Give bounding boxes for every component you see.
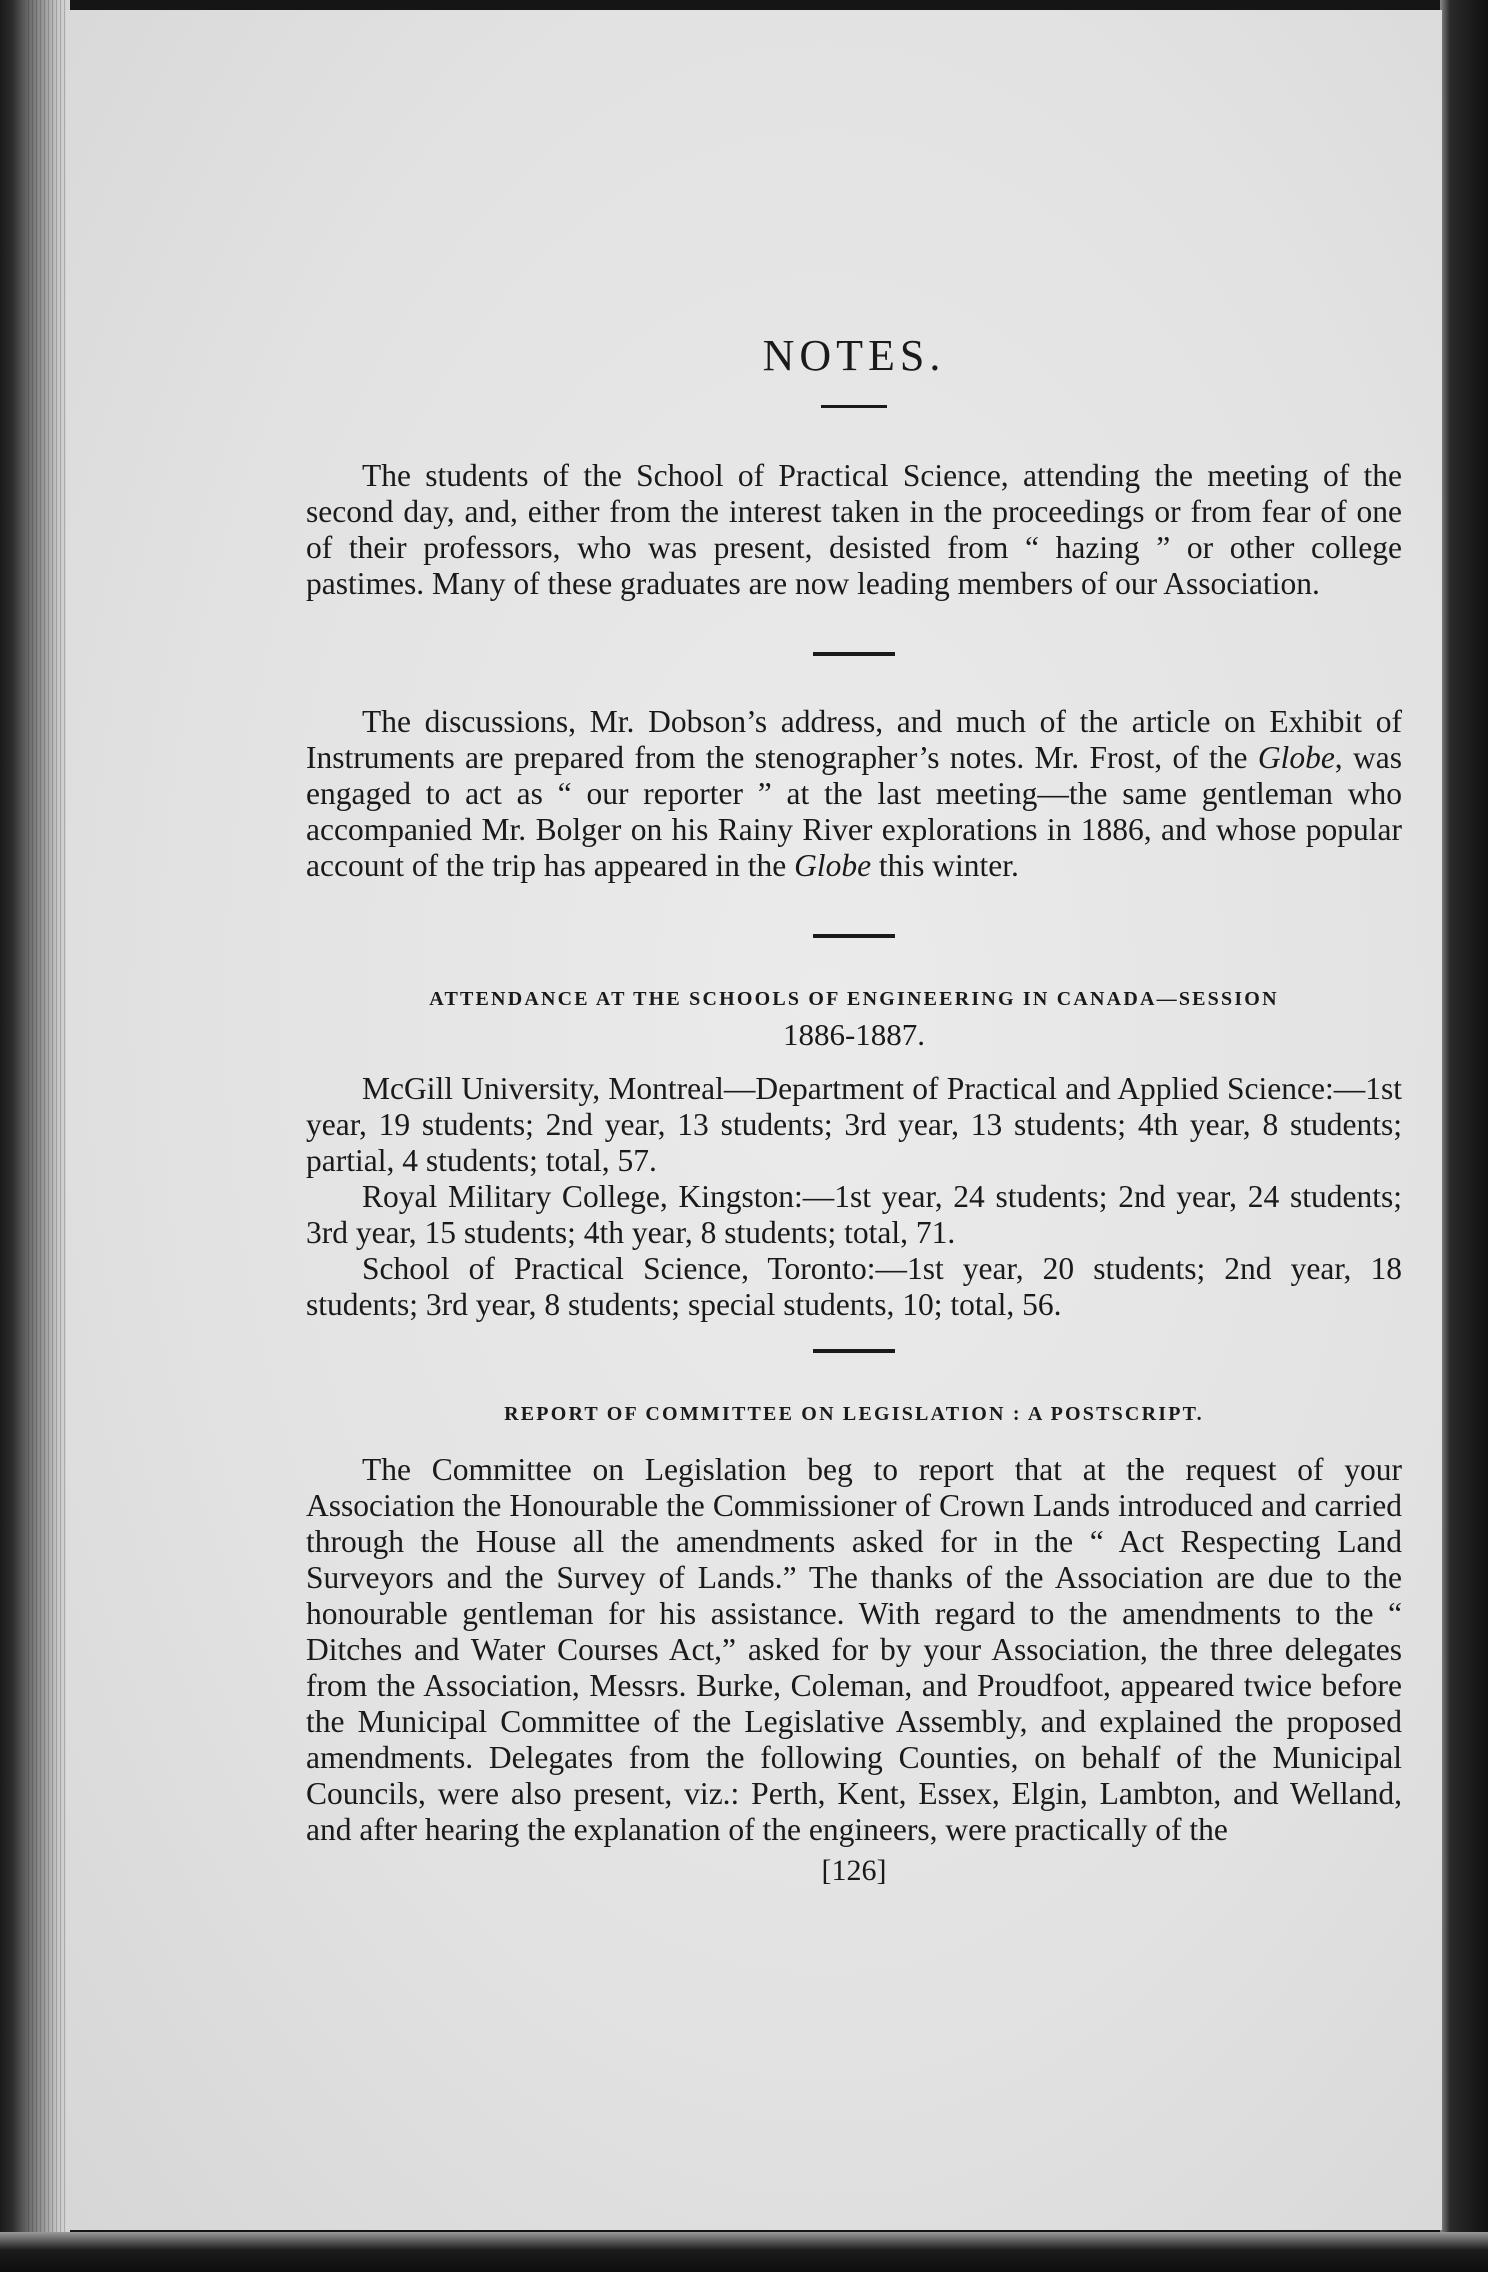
globe-title-1: Globe — [1257, 740, 1335, 775]
page-title: NOTES. — [762, 331, 946, 380]
legislation-paragraph: The Committee on Legislation beg to report that at the request of your Association the Honourable the Commissioner of Crown Lands introduced and carried through the House all the amendments asked for in the “ Act Respecting Land Surveyors and the Survey of Lands.” The thanks of the Association are due to the honourable gentleman for his assistance. With regard to the amendments to the “ Ditches and Water Courses Act,” asked for by your Association, the three delegates from the Association, Messrs. Burke, Coleman, and Proudfoot, appeared twice before the Municipal Committee of the Legislative Assembly, and explained the proposed amendments. Delegates from the following Counties, on behalf of the Municipal Councils, were also present, viz.: Perth, Kent, Essex, Elgin, Lambton, and Welland, and after hearing the explanation of the engineers, were practically of the — [306, 1452, 1402, 1847]
page-number: [126] — [821, 1854, 887, 1887]
bottom-page-edge — [0, 2232, 1488, 2272]
right-page-edge — [1440, 0, 1488, 2272]
attendance-mcgill: McGill University, Montreal—Department of Practical and Applied Science:—1st year, 19 students; 2nd year, 13 students; 3rd year, 13 students; 4th year, 8 students; partial, 4 students; total, 57. — [306, 1071, 1402, 1178]
attendance-rmc: Royal Military College, Kingston:—1st year, 24 students; 2nd year, 24 students; 3rd year, 15 students; 4th year, 8 students; total, 71. — [306, 1179, 1402, 1250]
discussions-text-c: this winter. — [871, 848, 1019, 883]
discussions-text-b: , was engaged to act as “ our reporter ” at the last meeting—the same gentleman who accompanied Mr. Bolger on his Rainy River explorations in 1886, and whose popular account of the trip has appeared in the — [306, 740, 1402, 883]
discussions-text-a: The discussions, Mr. Dobson’s address, and much of the article on Exhibit of Instruments are prepared from the stenographer’s notes. Mr. Frost, of the — [306, 704, 1402, 775]
notes-paragraph-students: The students of the School of Practical Science, attending the meeting of the second day, and, either from the interest taken in the proceedings or from fear of one of their professors, who was present, desisted from “ hazing ” or other college pastimes. Many of these graduates are now leading members of our Association. — [306, 458, 1402, 601]
book-page — [66, 10, 1442, 2230]
page-content — [306, 330, 1402, 1888]
legislation-heading: REPORT OF COMMITTEE ON LEGISLATION : A POSTSCRIPT. — [504, 1403, 1204, 1425]
binding-page-edges — [28, 0, 68, 2272]
attendance-sps: School of Practical Science, Toronto:—1st year, 20 students; 2nd year, 18 students; 3rd year, 8 students; special students, 10; total, 56. — [306, 1251, 1402, 1322]
attendance-heading: ATTENDANCE AT THE SCHOOLS OF ENGINEERING IN CANADA—SESSION — [429, 988, 1279, 1010]
notes-paragraph-discussions — [306, 704, 1402, 884]
globe-title-2: Globe — [794, 848, 872, 883]
attendance-session: 1886-1887. — [782, 1017, 926, 1052]
